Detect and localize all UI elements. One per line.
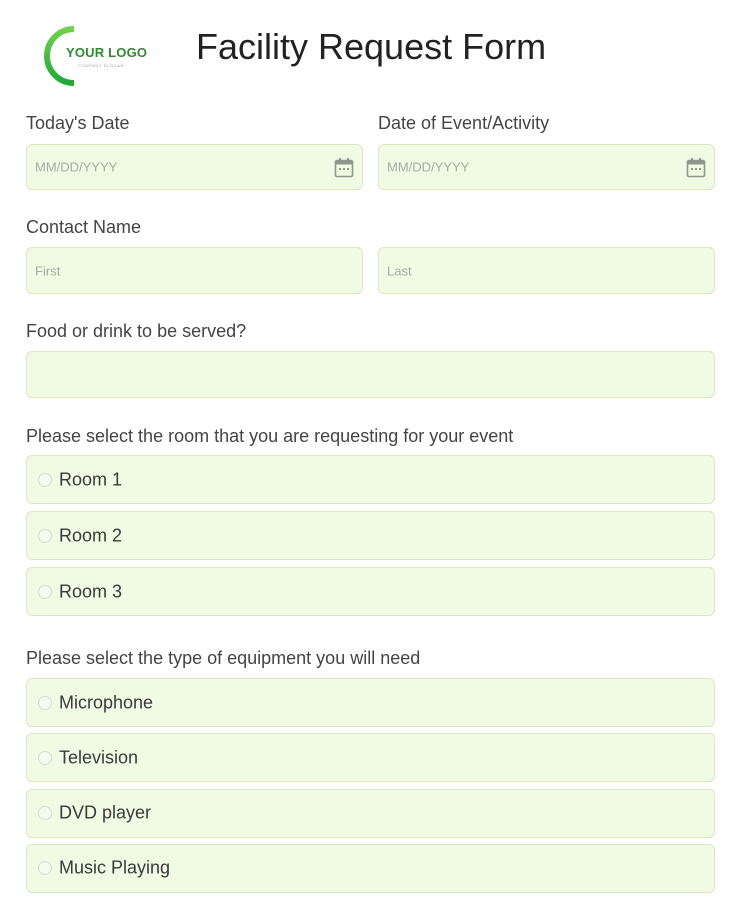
radio-button[interactable] bbox=[38, 751, 52, 765]
equipment-question-label: Please select the type of equipment you will need bbox=[26, 648, 421, 668]
todays-date-field[interactable] bbox=[26, 144, 363, 190]
room-option[interactable] bbox=[26, 567, 715, 616]
food-drink-label: Food or drink to be served? bbox=[26, 321, 247, 341]
radio-button[interactable] bbox=[38, 473, 52, 487]
event-date-label: Date of Event/Activity bbox=[378, 113, 550, 133]
logo-slogan: COMPANY SLOGAN bbox=[78, 63, 125, 68]
room-option[interactable] bbox=[26, 511, 715, 560]
event-date-placeholder: MM/DD/YYYY bbox=[387, 159, 470, 175]
last-name-field[interactable] bbox=[378, 247, 715, 294]
todays-date-placeholder: MM/DD/YYYY bbox=[35, 159, 118, 175]
logo-text: YOUR LOGO bbox=[66, 45, 148, 60]
equipment-option[interactable] bbox=[26, 678, 715, 727]
food-drink-field[interactable] bbox=[26, 351, 715, 398]
equipment-option-label: Television bbox=[59, 747, 139, 768]
equipment-option-label: DVD player bbox=[59, 802, 152, 823]
company-logo bbox=[44, 26, 148, 84]
first-name-field[interactable] bbox=[26, 247, 363, 294]
room-option-label: Room 3 bbox=[59, 581, 123, 601]
calendar-icon[interactable] bbox=[686, 157, 706, 179]
first-name-placeholder: First bbox=[35, 263, 61, 278]
event-date-field[interactable] bbox=[378, 144, 715, 190]
room-question-label: Please select the room that you are requesting for your event bbox=[26, 426, 514, 446]
equipment-option[interactable] bbox=[26, 733, 715, 782]
equipment-option-label: Music Playing bbox=[59, 857, 171, 878]
equipment-option[interactable] bbox=[26, 844, 715, 893]
calendar-icon[interactable] bbox=[334, 157, 354, 179]
room-option[interactable] bbox=[26, 455, 715, 504]
last-name-placeholder: Last bbox=[387, 263, 412, 278]
radio-button[interactable] bbox=[38, 696, 52, 710]
room-option-label: Room 2 bbox=[59, 525, 123, 545]
radio-button[interactable] bbox=[38, 529, 52, 543]
todays-date-label: Today's Date bbox=[26, 113, 130, 133]
room-option-label: Room 1 bbox=[59, 469, 123, 489]
radio-button[interactable] bbox=[38, 806, 52, 820]
radio-button[interactable] bbox=[38, 861, 52, 875]
equipment-option[interactable] bbox=[26, 789, 715, 838]
page-title: Facility Request Form bbox=[196, 26, 547, 67]
radio-button[interactable] bbox=[38, 585, 52, 599]
contact-name-label: Contact Name bbox=[26, 217, 142, 237]
equipment-option-label: Microphone bbox=[59, 692, 154, 712]
